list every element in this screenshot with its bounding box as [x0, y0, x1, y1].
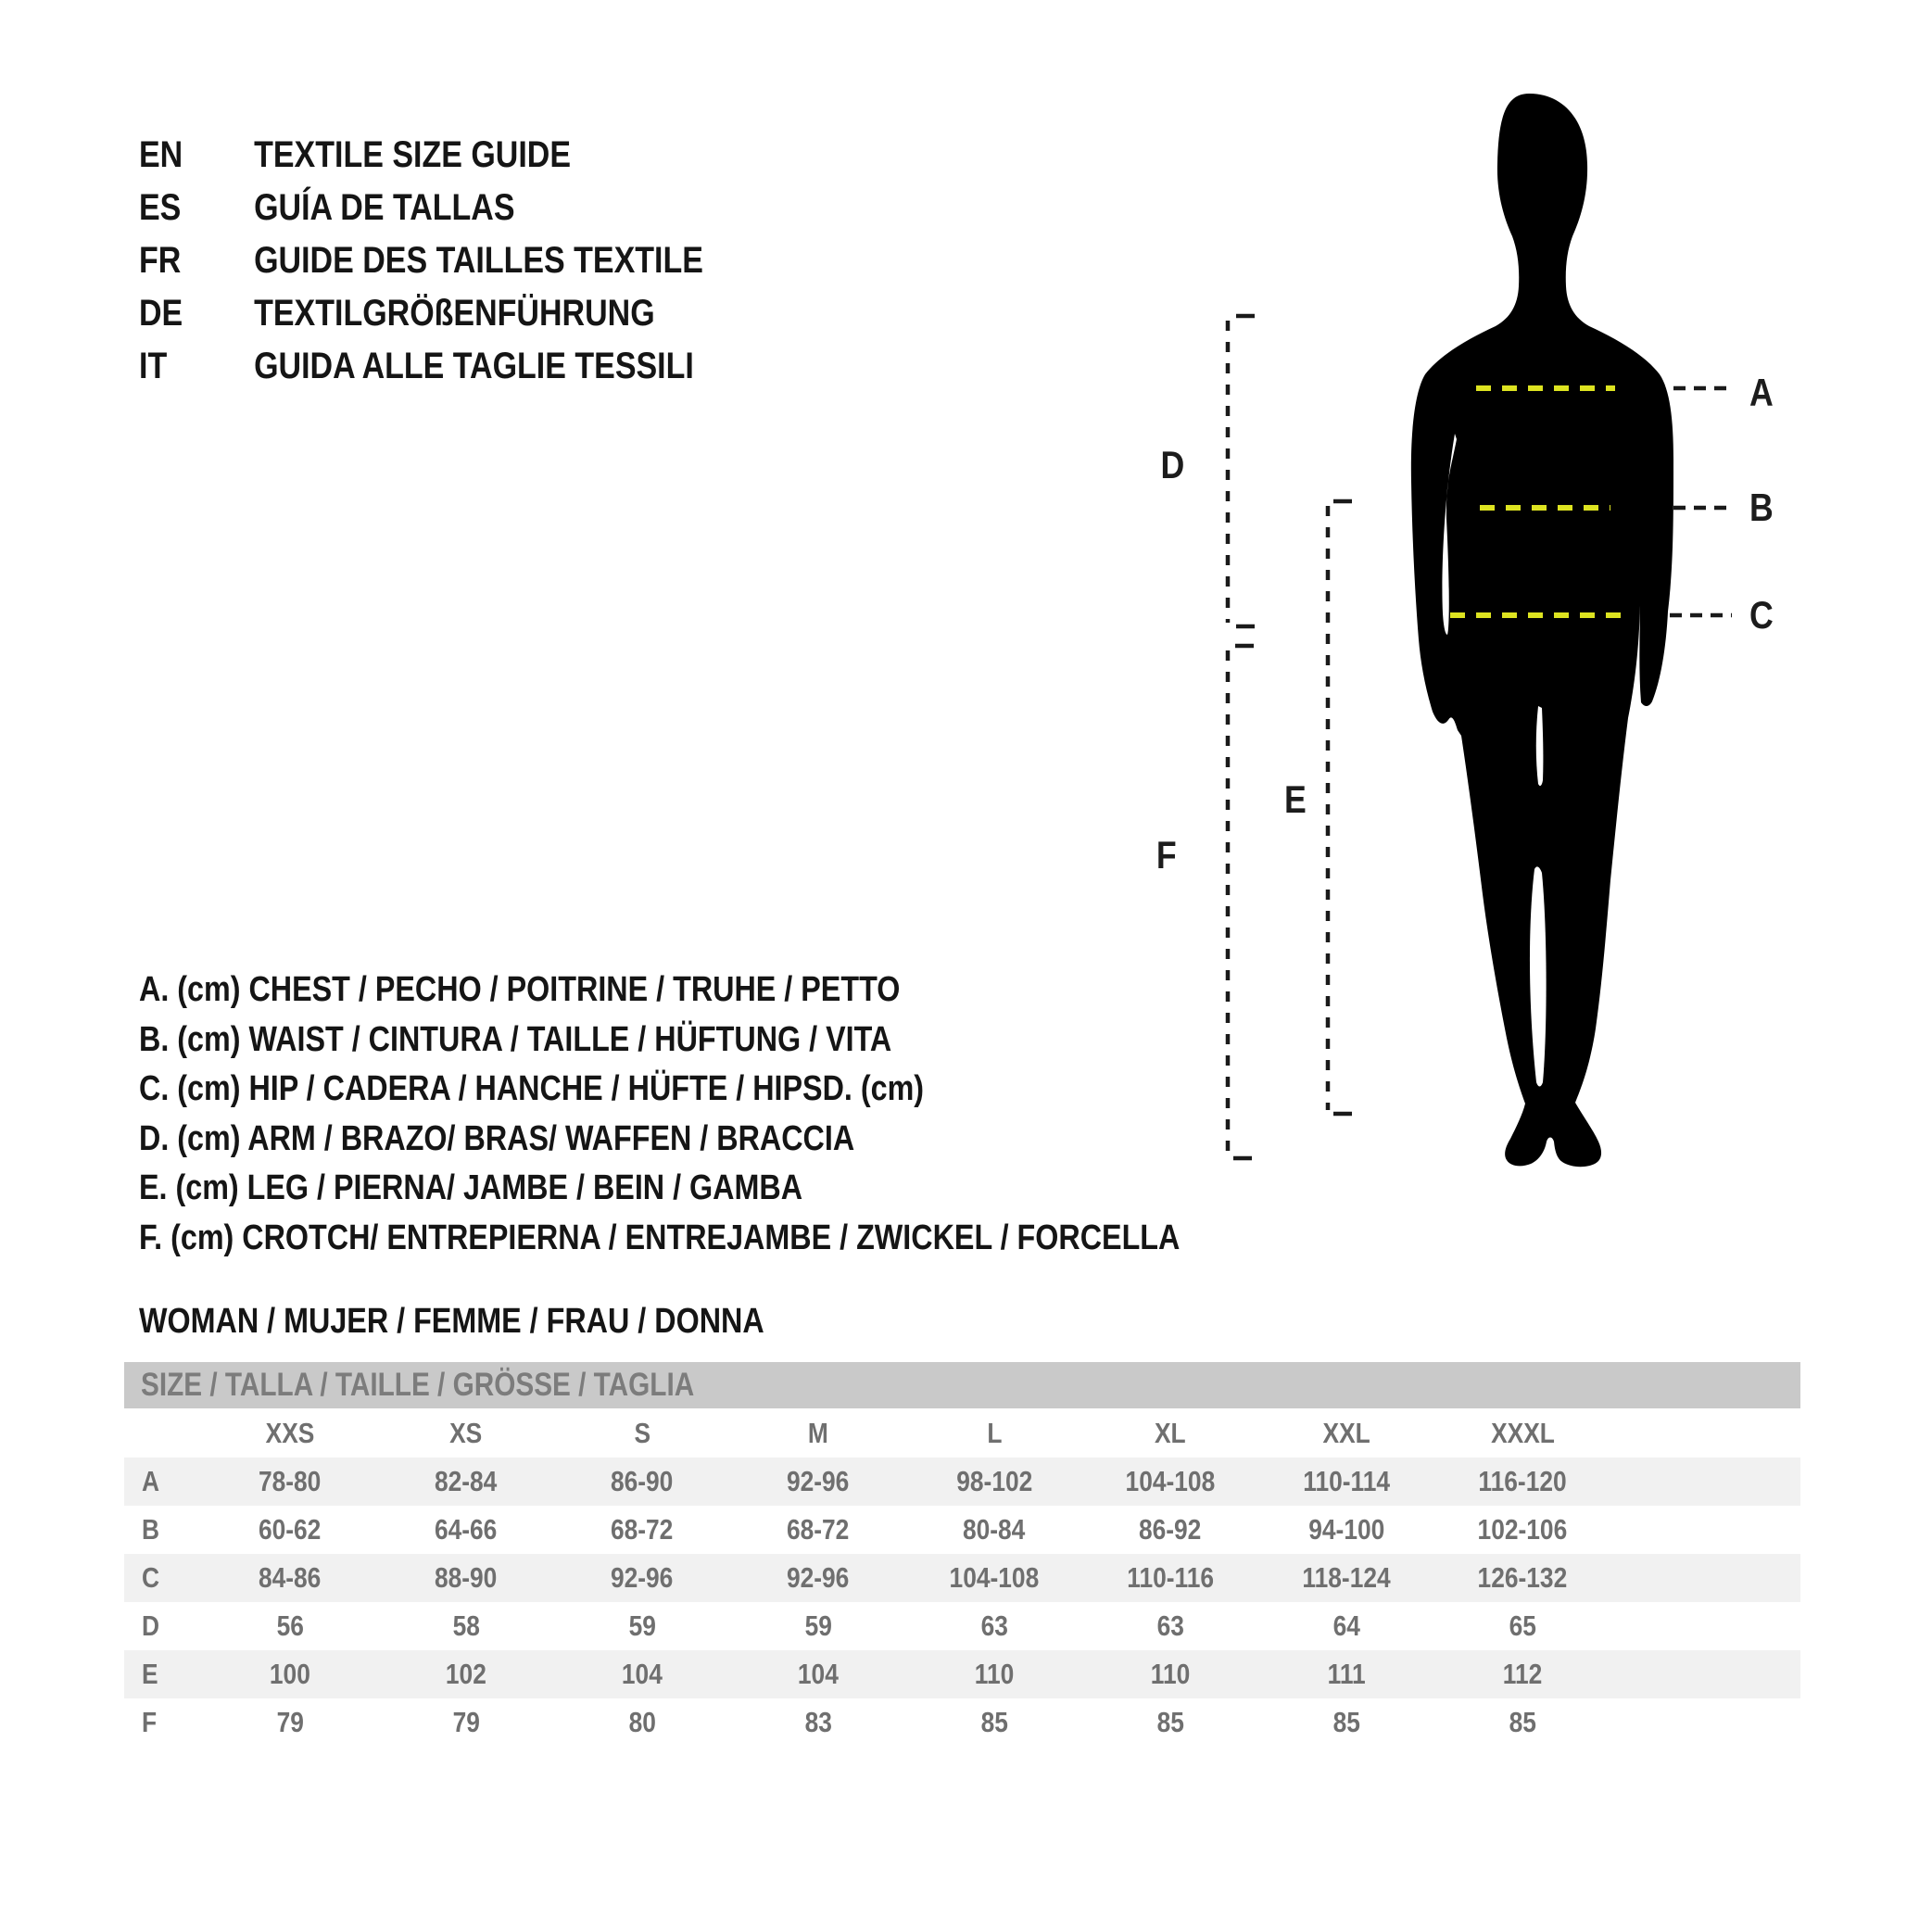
cell-value: 86-90: [611, 1465, 674, 1497]
cell-value: 68-72: [787, 1513, 850, 1546]
cell-value: 104: [622, 1658, 663, 1690]
table-row-f: [124, 1698, 1800, 1747]
language-row: [139, 340, 802, 393]
language-row: [139, 129, 802, 182]
column-header-xs: XS: [449, 1417, 483, 1449]
language-title: TEXTILE SIZE GUIDE: [254, 134, 572, 175]
column-header-xxs: XXS: [265, 1417, 315, 1449]
language-title: TEXTILGRÖßENFÜHRUNG: [254, 293, 655, 334]
cell-value: 92-96: [611, 1561, 674, 1594]
audience-title: WOMAN / MUJER / FEMME / FRAU / DONNA: [139, 1302, 764, 1341]
table-row-c: [124, 1554, 1800, 1602]
cell-value: 104-108: [1125, 1465, 1216, 1497]
row-label: D: [142, 1609, 160, 1642]
size-table-title: SIZE / TALLA / TAILLE / GRÖSSE / TAGLIA: [141, 1367, 695, 1403]
column-header-m: M: [808, 1417, 828, 1449]
row-filler: [1610, 1650, 1800, 1698]
header-filler: [1610, 1408, 1800, 1458]
legend-line-leg: E. (cm) LEG / PIERNA/ JAMBE / BEIN / GAMBA: [139, 1168, 803, 1207]
cell-value: 116-120: [1478, 1465, 1567, 1497]
cell-value: 82-84: [435, 1465, 498, 1497]
column-header-s: S: [634, 1417, 650, 1449]
cell-value: 58: [452, 1609, 480, 1642]
measure-label-c: C: [1749, 593, 1774, 637]
row-label: B: [142, 1513, 160, 1546]
row-filler: [1610, 1554, 1800, 1602]
cell-value: 59: [804, 1609, 832, 1642]
cell-value: 102: [446, 1658, 486, 1690]
cell-value: 79: [452, 1706, 480, 1738]
left-arm-gap: [1442, 434, 1457, 635]
measure-label-a: A: [1749, 371, 1774, 414]
woman-silhouette: [1411, 94, 1673, 1167]
cell-value: 104: [798, 1658, 839, 1690]
cell-value: 110-116: [1127, 1561, 1214, 1594]
cell-value: 110-114: [1303, 1465, 1390, 1497]
measure-label-f: F: [1156, 833, 1177, 877]
size-table: [124, 1362, 1800, 1747]
cell-value: 104-108: [949, 1561, 1040, 1594]
lower-leg-gap: [1530, 866, 1547, 1086]
language-code: IT: [139, 346, 168, 386]
language-code: FR: [139, 240, 182, 281]
cell-value: 110: [1150, 1658, 1191, 1690]
cell-value: 94-100: [1307, 1513, 1385, 1546]
language-code: ES: [139, 187, 182, 228]
upper-leg-gap: [1536, 706, 1544, 786]
table-row-d: [124, 1602, 1800, 1650]
header-spacer: [124, 1408, 202, 1458]
cell-value: 84-86: [259, 1561, 322, 1594]
cell-value: 92-96: [787, 1465, 850, 1497]
language-title: GUÍA DE TALLAS: [254, 187, 515, 228]
table-row-e: [124, 1650, 1800, 1698]
table-row-b: [124, 1506, 1800, 1554]
cell-value: 98-102: [955, 1465, 1033, 1497]
legend-line-chest: A. (cm) CHEST / PECHO / POITRINE / TRUHE / PETTO: [139, 970, 901, 1009]
cell-value: 126-132: [1477, 1561, 1568, 1594]
table-row-a: [124, 1458, 1800, 1506]
row-filler: [1610, 1602, 1800, 1650]
cell-value: 100: [270, 1658, 310, 1690]
measure-label-b: B: [1749, 486, 1774, 529]
measure-label-d: D: [1160, 443, 1184, 486]
cell-value: 56: [276, 1609, 304, 1642]
cell-value: 85: [1156, 1706, 1184, 1738]
cell-value: 86-92: [1139, 1513, 1202, 1546]
cell-value: 110: [974, 1658, 1015, 1690]
cell-value: 85: [1332, 1706, 1360, 1738]
cell-value: 68-72: [611, 1513, 674, 1546]
row-label: F: [142, 1706, 158, 1738]
cell-value: 60-62: [259, 1513, 322, 1546]
size-table-header-row: [124, 1408, 1800, 1458]
cell-value: 64: [1332, 1609, 1360, 1642]
cell-value: 88-90: [435, 1561, 498, 1594]
legend-line-waist: B. (cm) WAIST / CINTURA / TAILLE / HÜFTUNG / VITA: [139, 1019, 892, 1059]
legend-line-arm: D. (cm) ARM / BRAZO/ BRAS/ WAFFEN / BRACCIA: [139, 1118, 855, 1158]
row-label: E: [142, 1658, 158, 1690]
row-filler: [1610, 1506, 1800, 1554]
column-header-xxxl: XXXL: [1490, 1417, 1555, 1449]
cell-value: 59: [628, 1609, 656, 1642]
size-table-title-band: [124, 1362, 1800, 1408]
language-row: [139, 287, 802, 340]
column-header-xxl: XXL: [1322, 1417, 1370, 1449]
row-filler: [1610, 1698, 1800, 1747]
measurement-legend: [139, 966, 1364, 1263]
cell-value: 78-80: [259, 1465, 322, 1497]
row-label: A: [142, 1465, 160, 1497]
cell-value: 79: [276, 1706, 304, 1738]
language-title-block: [139, 129, 802, 393]
cell-value: 63: [1156, 1609, 1184, 1642]
language-code: EN: [139, 134, 183, 175]
measure-label-e: E: [1284, 777, 1307, 821]
language-title: GUIDE DES TAILLES TEXTILE: [254, 240, 703, 281]
cell-value: 80: [628, 1706, 656, 1738]
language-row: [139, 234, 802, 287]
column-header-xl: XL: [1155, 1417, 1186, 1449]
row-label: C: [142, 1561, 160, 1594]
cell-value: 102-106: [1477, 1513, 1568, 1546]
legend-line-crotch: F. (cm) CROTCH/ ENTREPIERNA / ENTREJAMBE / ZWICKEL / FORCELLA: [139, 1218, 1181, 1257]
language-row: [139, 182, 802, 234]
cell-value: 85: [1509, 1706, 1536, 1738]
cell-value: 64-66: [435, 1513, 498, 1546]
language-title: GUIDA ALLE TAGLIE TESSILI: [254, 346, 694, 386]
column-header-l: L: [986, 1417, 1003, 1449]
cell-value: 112: [1502, 1658, 1543, 1690]
language-code: DE: [139, 293, 183, 334]
cell-value: 83: [804, 1706, 832, 1738]
cell-value: 80-84: [963, 1513, 1026, 1546]
cell-value: 63: [980, 1609, 1008, 1642]
legend-line-hip: C. (cm) HIP / CADERA / HANCHE / HÜFTE / HIPSD. (cm): [139, 1069, 925, 1108]
cell-value: 111: [1327, 1658, 1366, 1690]
cell-value: 85: [980, 1706, 1008, 1738]
cell-value: 92-96: [787, 1561, 850, 1594]
cell-value: 118-124: [1302, 1561, 1391, 1594]
cell-value: 65: [1509, 1609, 1536, 1642]
row-filler: [1610, 1458, 1800, 1506]
